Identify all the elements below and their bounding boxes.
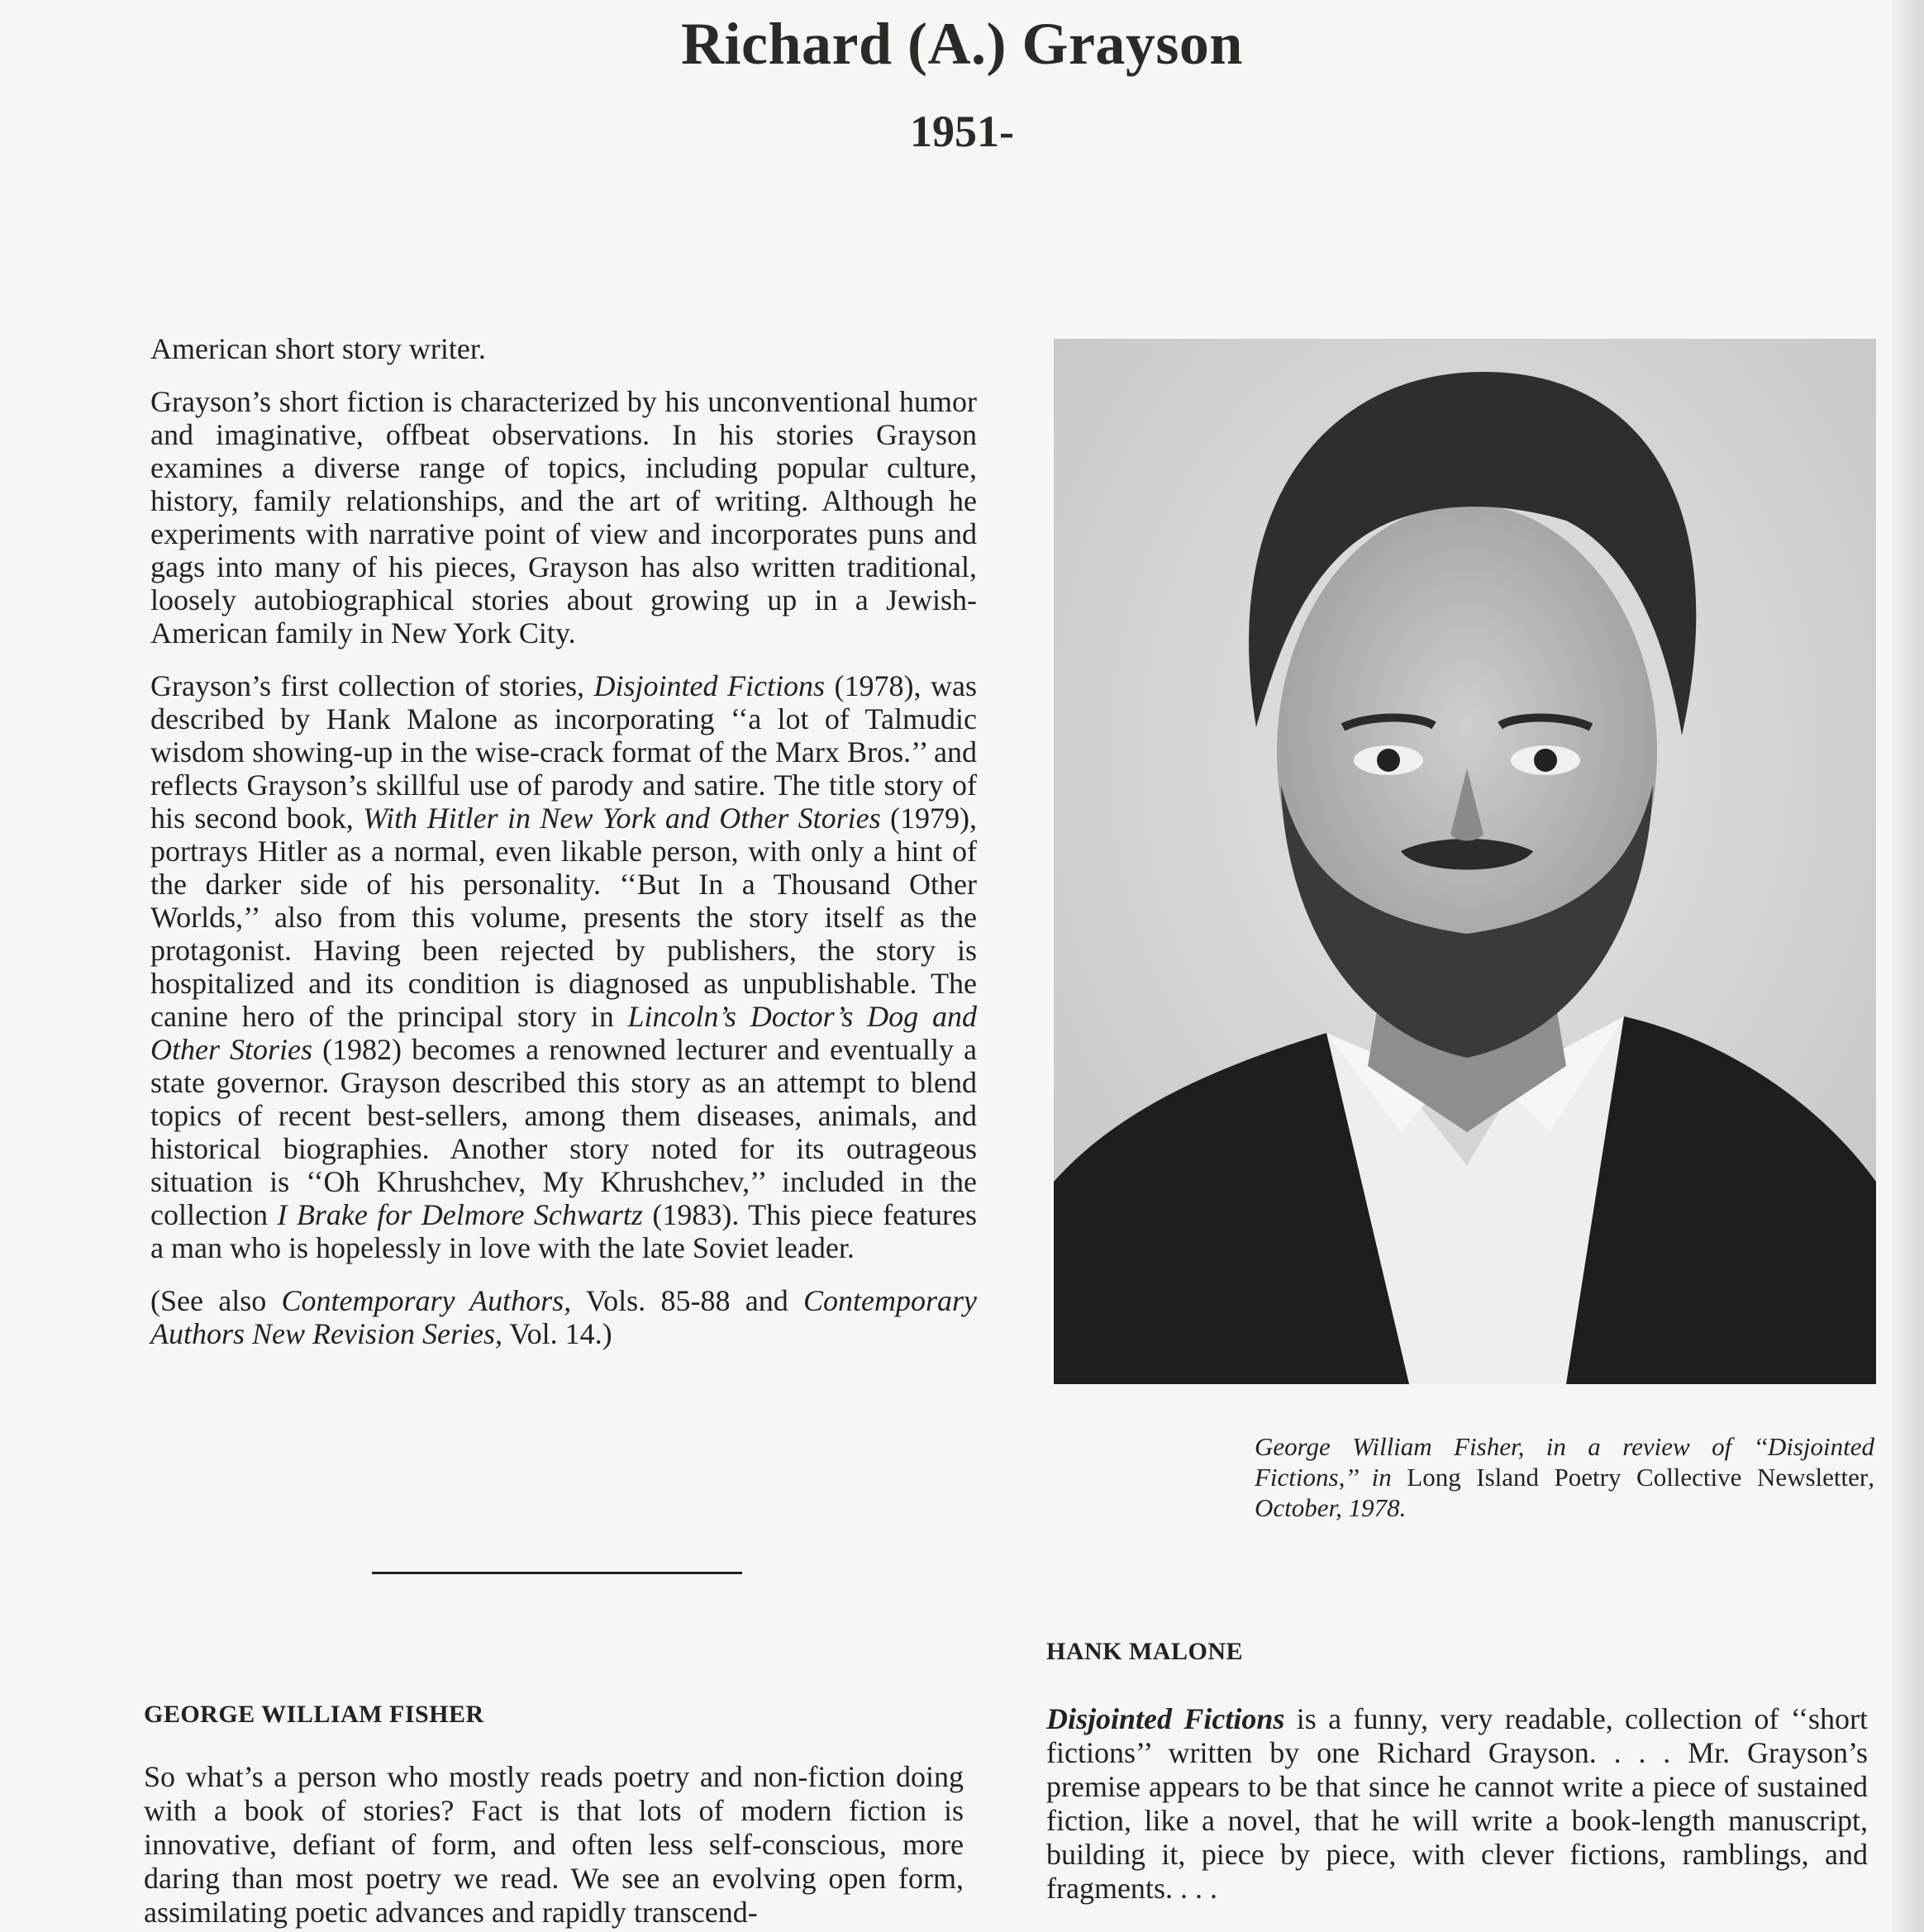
nationality-line: American short story writer.	[150, 332, 486, 365]
author-portrait	[1054, 339, 1876, 1384]
reference-title: Contemporary Authors,	[281, 1284, 572, 1317]
text-run: Grayson’s first collection of stories,	[150, 669, 594, 702]
malone-heading: HANK MALONE	[1046, 1638, 1243, 1665]
text-run: George William Fisher, in a review of ‘‘Disjointed Fictions,’’ in	[1255, 1432, 1874, 1492]
portrait-illustration	[1054, 339, 1876, 1384]
publication-title: Long Island Poetry Collective Newsletter	[1407, 1463, 1869, 1492]
reference-title: Contemporary Authors New Revision Series,	[150, 1284, 977, 1350]
section-divider	[372, 1572, 742, 1574]
page-edge-shadow	[1893, 0, 1924, 1932]
book-title: Disjointed Fictions	[1046, 1702, 1285, 1735]
text-run: (See also	[150, 1284, 282, 1317]
text-run: Vol. 14.)	[502, 1317, 612, 1350]
book-title: Disjointed Fictions	[593, 669, 825, 702]
text-run: is a funny, very readable, collection of ‘‘short fictions’’ written by one Richard Grayson. . . . Mr. Grayson’s premise appears to be that since he cannot write a piece of sustained fiction, like a novel, that he will write a book-length manuscript, building it, piece by piece, with clever fictions, ramblings, and fragments. . . .	[1046, 1702, 1869, 1905]
text-run: (1982) becomes a renowned lecturer and eventually a state governor. Grayson described this story as an attempt to blend topics of recent best-sellers, among them diseases, animals, and historical biographies. Another story noted for its outrageous situation is ‘‘Oh Khrushchev, My Khrushchev,’’ included in the collection	[150, 1033, 977, 1231]
text-run: (1978), was described by Hank Malone as incorporating ‘‘a lot of Talmudic wisdom showing-up in the wise-crack format of the Marx Bros.’’ and reflects Grayson’s skillful use of parody and satire. The title story of his second book,	[150, 669, 977, 835]
book-title: I Brake for Delmore Schwartz	[277, 1198, 643, 1231]
text-run: Vols. 85-88 and	[571, 1284, 803, 1317]
book-title: With Hitler in New York and Other Stories	[363, 802, 881, 835]
text-run: , October, 1978.	[1255, 1463, 1874, 1522]
text-run: (1983). This piece features a man who is hopelessly in love with the late Soviet leader.	[150, 1198, 977, 1264]
book-title: Lincoln’s Doctor’s Dog and Other Stories	[150, 1000, 977, 1066]
fisher-excerpt	[144, 1760, 964, 1930]
intro-column	[150, 332, 977, 1370]
intro-paragraph-1: Grayson’s short fiction is characterized by his unconventional humor and imaginative, offbeat observations. In his stories Grayson examines a diverse range of topics, including popular culture, history, family relationships, and the art of writing. Although he experiments with narrative point of view and incorporates puns and gags into many of his pieces, Grayson has also written traditional, loosely autobiographical stories about growing up in a Jewish-American family in New York City.	[150, 385, 977, 650]
see-also-note	[150, 1284, 977, 1350]
fisher-text: So what’s a person who mostly reads poetry and non-fiction doing with a book of stories? Fact is that lots of modern fiction is innovative, defiant of form, and often less self-conscious, more daring than most poetry we read. We see an evolving open form, assimilating poetic advances and rapidly transcend-	[144, 1760, 964, 1929]
page-title: Richard (A.) Grayson	[681, 11, 1243, 77]
text-run: (1979), portrays Hitler as a normal, even likable person, with only a hint of the darker side of his personality. ‘‘But In a Thousand Other Worlds,’’ also from this volume, presents the story itself as the protagonist. Having been rejected by publishers, the story is hospitalized and its condition is diagnosed as unpublishable. The canine hero of the principal story in	[150, 802, 977, 1033]
intro-paragraph-2	[150, 669, 977, 1264]
photo-caption	[1255, 1431, 1874, 1523]
author-dates: 1951-	[910, 107, 1014, 156]
fisher-heading: GEORGE WILLIAM FISHER	[144, 1701, 484, 1728]
malone-excerpt	[1046, 1702, 1868, 1906]
